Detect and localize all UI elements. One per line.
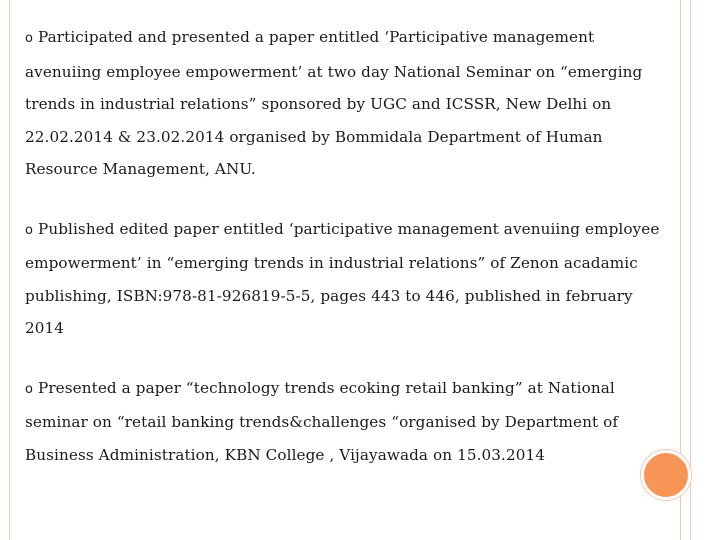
- bullet-item-presented: [25, 372, 665, 472]
- left-decorative-rule: [9, 0, 10, 540]
- bullet-item-published: [25, 213, 665, 345]
- circle-bullet-icon: o: [25, 381, 34, 397]
- bullet-list: [25, 21, 665, 498]
- circle-bullet-icon: o: [25, 31, 34, 46]
- bullet-text: Presented a paper “technology trends ecoking retail banking” at National seminar on “retail banking trends&challenges “organised by Department of Business Administration, KBN College , Vijayawada on 15.03.2014: [25, 378, 619, 464]
- bullet-text: Participated and presented a paper entitled ‘Participative management avenuiing employee empowerment’ at two day National Seminar on “emerging trends in industrial relations” sponsored by UGC and ICSSR, New Delhi on 22.02.2014 & 23.02.2014 organised by Bommidala Department of Human Resource Management, ANU.: [25, 28, 643, 178]
- right-decorative-rule-outer: [690, 0, 691, 540]
- bullet-item-participated: [25, 21, 665, 186]
- circle-bullet-icon: o: [25, 222, 34, 238]
- bullet-text: Published edited paper entitled ‘participative management avenuiing employee empowerment’ in “emerging trends in industrial relations” of Zenon acadamic publishing, ISBN:978-81-926819-5-5, pages 443 to 446, published in february 2014: [25, 219, 660, 337]
